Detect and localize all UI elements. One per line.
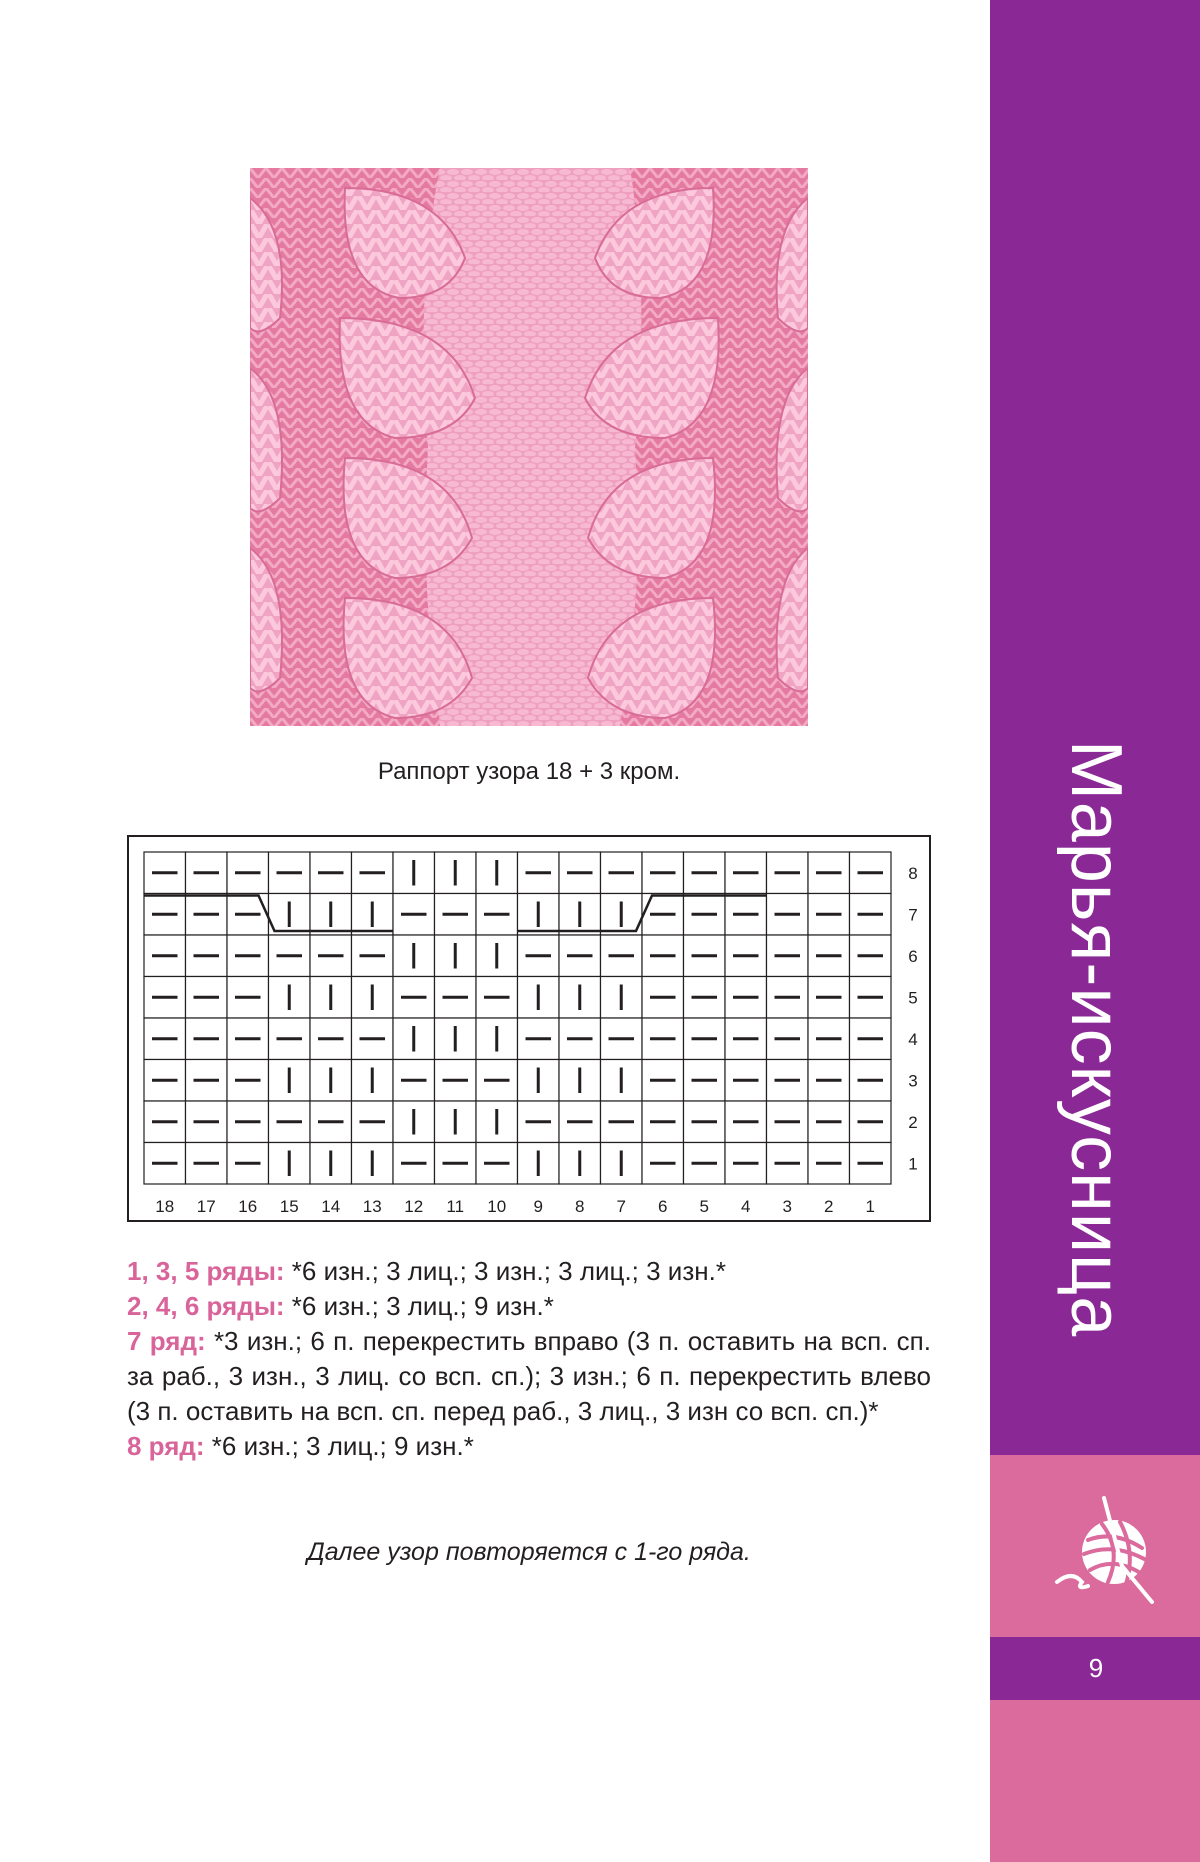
column-number: 16 (238, 1197, 258, 1216)
column-number: 6 (658, 1197, 668, 1216)
column-number: 15 (279, 1197, 299, 1216)
row-number: 5 (908, 988, 918, 1008)
row-label: 7 ряд: (127, 1326, 206, 1356)
bottom-block (990, 1700, 1200, 1862)
column-number: 11 (446, 1197, 465, 1216)
column-number: 12 (404, 1197, 424, 1216)
column-number: 5 (699, 1197, 709, 1216)
column-number: 9 (533, 1197, 543, 1216)
title-wrap (990, 740, 1200, 1440)
row-text: *6 изн.; 3 лиц.; 9 изн.* (284, 1291, 554, 1321)
row-label: 1, 3, 5 ряды: (127, 1256, 285, 1286)
knit-sample-photo (250, 168, 808, 726)
column-number: 2 (824, 1197, 834, 1216)
knitting-chart-grid (129, 837, 929, 1220)
row-number: 6 (908, 946, 918, 966)
instructions (127, 1254, 931, 1464)
pattern-repeat-caption: Раппорт узора 18 + 3 кром. (377, 758, 681, 785)
column-number: 18 (155, 1197, 175, 1216)
row-number: 2 (908, 1112, 918, 1132)
sidebar (988, 0, 1200, 1862)
instruction-row-8 (127, 1429, 931, 1464)
row-text: *3 изн.; 6 п. перекрестить вправо (3 п. оставить на всп. сп. за раб., 3 изн., 3 лиц. со всп. сп.); 3 изн.; 6 п. перекрестить влево (3 п. оставить на всп. сп. перед раб., 3 лиц., 3 изн со всп. сп.)* (127, 1326, 931, 1426)
row-label: 8 ряд: (127, 1431, 205, 1461)
column-number: 14 (321, 1197, 341, 1216)
column-number: 17 (196, 1197, 216, 1216)
yarn-ball-icon (1052, 1490, 1162, 1610)
row-number: 3 (908, 1071, 918, 1091)
row-label: 2, 4, 6 ряды: (127, 1291, 285, 1321)
page-number: 9 (1088, 1653, 1104, 1683)
column-number: 1 (865, 1197, 875, 1216)
column-number: 8 (575, 1197, 585, 1216)
instruction-row-7 (127, 1324, 931, 1429)
row-text: *6 изн.; 3 лиц.; 9 изн.* (204, 1431, 474, 1461)
instruction-rows-2-4-6 (127, 1289, 931, 1324)
column-number: 10 (487, 1197, 507, 1216)
column-number: 4 (741, 1197, 751, 1216)
row-number: 8 (908, 863, 918, 883)
knitting-chart (127, 835, 931, 1222)
column-number: 7 (616, 1197, 626, 1216)
column-number: 13 (362, 1197, 382, 1216)
page-title: Марья-искусница (1056, 740, 1136, 1338)
row-number: 4 (908, 1029, 918, 1049)
instruction-rows-1-3-5 (127, 1254, 931, 1289)
row-text: *6 изн.; 3 лиц.; 3 изн.; 3 лиц.; 3 изн.* (284, 1256, 726, 1286)
repeat-note: Далее узор повторяется с 1-го ряда. (307, 1538, 751, 1566)
row-number: 7 (908, 905, 918, 925)
column-number: 3 (782, 1197, 792, 1216)
row-number: 1 (908, 1154, 918, 1174)
